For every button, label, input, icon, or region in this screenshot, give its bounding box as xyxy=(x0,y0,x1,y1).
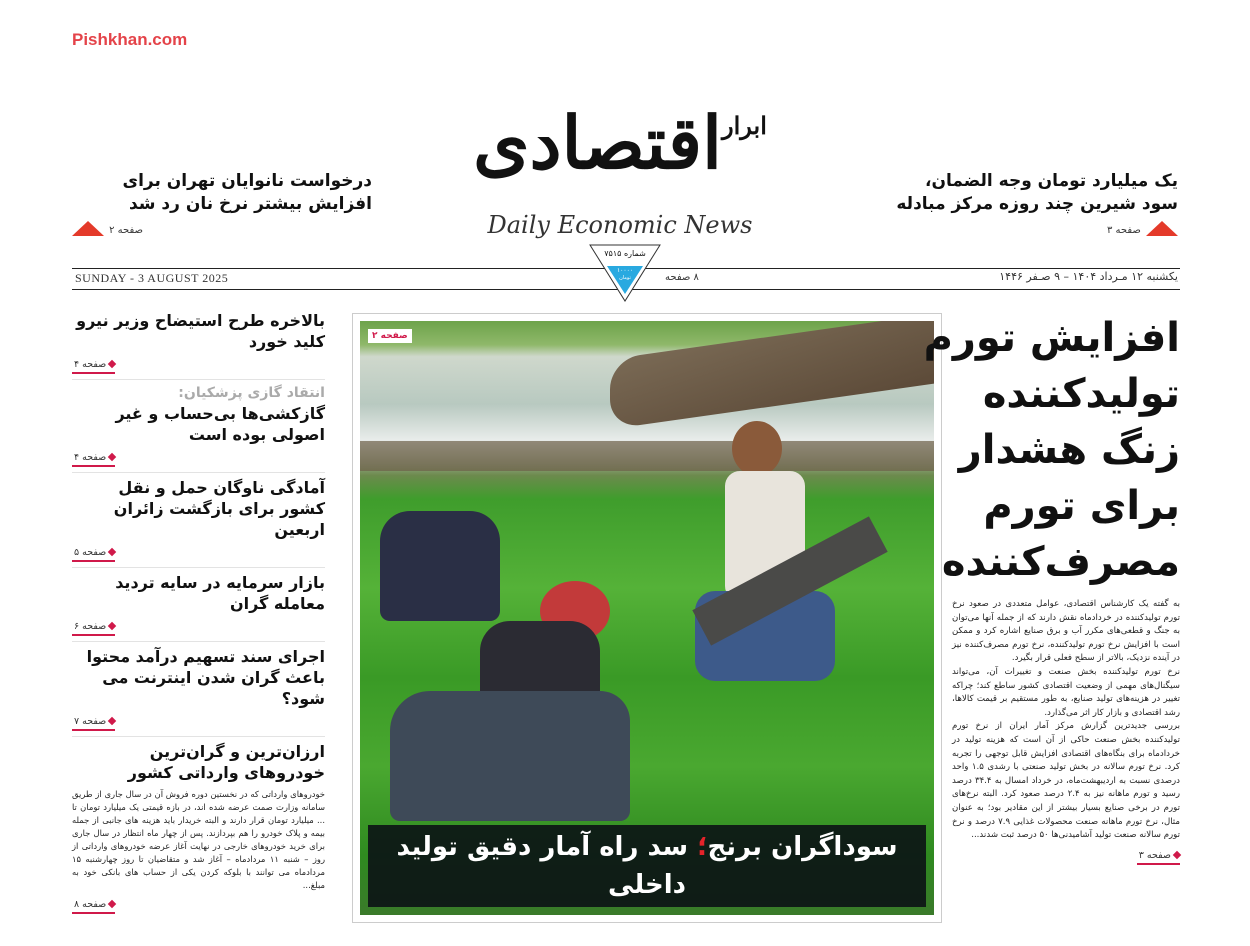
news-item[interactable] xyxy=(72,737,325,919)
teaser-line: افزایش بیشتر نرخ نان رد شد xyxy=(128,194,372,214)
masthead-logo-english: Daily Economic News xyxy=(487,211,753,239)
page-ref: صفحه ۲ xyxy=(372,331,408,341)
page-ref[interactable]: صفحه ۷ xyxy=(72,716,115,731)
news-item[interactable] xyxy=(72,473,325,568)
news-title: اجرای سند تسهیم درآمد محتوا باعث گران شدن اینترنت می شود؟ xyxy=(86,647,325,708)
logo-main-text: اقتصادی xyxy=(473,100,723,185)
page-ref[interactable]: صفحه ۶ xyxy=(72,621,115,636)
field-edge xyxy=(360,441,934,471)
main-headline[interactable] xyxy=(923,310,1180,590)
headline-line: زنگ هشدار xyxy=(958,427,1180,473)
person-crouching xyxy=(380,511,500,621)
riverbank-shape xyxy=(610,321,934,429)
triangle-icon xyxy=(1146,221,1178,236)
news-title: ارزان‌ترین و گران‌ترین خودروهای وارداتی کشور xyxy=(127,742,325,782)
page-ref[interactable]: صفحه ۳ xyxy=(1137,850,1180,865)
rice-field-image xyxy=(360,321,934,915)
date-english: SUNDAY - 3 AUGUST 2025 xyxy=(75,271,229,285)
page-ref[interactable]: صفحه ۸ xyxy=(72,899,115,914)
logo-small-text: ابرار xyxy=(722,111,767,140)
teaser-line: یک میلیارد تومان وجه الضمان، xyxy=(925,171,1178,191)
paragraph: به گفته یک کارشناس اقتصادی، عوامل متعددی در صعود نرخ تورم تولیدکننده در خردادماه نقش دارند که از جمله آنها می‌توان به جنگ و قطعی‌های مکرر آب و برق صنایع اشاره کرد و ممکن است با افزایش نرخ تورم تولیدکننده، نرخ تورم مصرف‌کننده نیز در آینده نزدیک، بالاتر از سطح فعلی قرار بگیرد. xyxy=(952,599,1180,664)
teaser-top-left[interactable] xyxy=(72,170,372,239)
page-ref[interactable]: صفحه ۴ xyxy=(72,359,115,374)
caption-part: سد راه آمار دقیق تولید داخلی xyxy=(396,832,698,900)
page-ref[interactable]: صفحه ۴ xyxy=(72,452,115,467)
page-ref: صفحه ۳ xyxy=(1106,225,1141,236)
caption-mark: ؛ xyxy=(697,832,708,862)
news-item[interactable] xyxy=(72,380,325,473)
news-item[interactable] xyxy=(72,306,325,380)
teaser-line: سود شیرین چند روزه مرکز مبادله xyxy=(896,194,1178,214)
news-body: خودروهای وارداتی که در نخستین دوره فروش آن در سال جاری از طریق سامانه وزارت صمت عرضه شده اند، در بازه قیمتی یک میلیارد تومان تا ... میلیارد تومان قرار دارند و البته خریدار باید هزینه های جانبی از جمله بیمه و پلاک خودرو را هم بپردازند. پس از چهار ماه انتظار در سال جاری برای خرید خودروهای خارجی در نهایت آغاز عرضه خودروهای وارداتی از روز – شنبه ۱۱ مردادماه – آغاز شد و متقاضیان تا روز چهارشنبه ۱۵ مردادماه می توانند با بلوکه کردن یکی از حساب های بانکی خود به مبلغ... xyxy=(72,789,325,890)
main-story xyxy=(923,310,1181,865)
issue-number: شماره ۷۵۱۵ xyxy=(604,249,646,258)
page-ref: صفحه ۲ xyxy=(109,225,144,236)
headline-line: برای تورم xyxy=(983,483,1180,529)
headline-line: تولیدکننده xyxy=(982,371,1180,417)
triangle-icon xyxy=(72,221,104,236)
watermark: Pishkhan.com xyxy=(72,30,188,49)
price-unit: تومان xyxy=(619,275,631,281)
caption-part: سوداگران برنج xyxy=(707,832,898,862)
issue-price-badge xyxy=(589,244,661,302)
headline-line: افزایش تورم xyxy=(923,315,1180,361)
left-column xyxy=(72,306,325,919)
paragraph: نرخ تورم تولیدکننده بخش صنعت و تغییرات آن، می‌تواند سیگنال‌های مهمی از وضعیت اقتصادی کشور ساطع کند؛ چراکه تغییر در هزینه‌های تولید صنایع، به طور مستقیم بر قیمت کالاها، رشد اقتصادی و بازار کار اثر می‌گذارد. xyxy=(952,666,1180,718)
photo-caption xyxy=(368,825,926,907)
person-head xyxy=(732,421,782,476)
news-item[interactable] xyxy=(72,642,325,737)
headline-line: مصرف‌کننده xyxy=(941,539,1180,585)
news-item[interactable] xyxy=(72,568,325,642)
main-story-body xyxy=(952,598,1180,865)
news-title: گازکشی‌ها بی‌حساب و غیر اصولی بوده است xyxy=(115,404,325,444)
person-front xyxy=(390,691,630,821)
page-ref[interactable]: صفحه ۵ xyxy=(72,547,115,562)
news-title: بالاخره طرح استیضاح وزیر نیرو کلید خورد xyxy=(76,311,325,351)
page-count: ۸ صفحه xyxy=(665,272,699,283)
paragraph: بررسی جدیدترین گزارش مرکز آمار ایران از نرخ تورم تولیدکننده بخش صنعت حاکی از آن است که هزینه تولید در خردادماه برای بنگاه‌های اقتصادی افزایش قابل توجهی را تجربه کرد. نرخ تورم سالانه در بخش تولید صنعتی با رشدی ۱.۵ واحد درصدی نسبت به اردیبهشت‌ماه، در خرداد امسال به ۳۴.۴ درصد رسید و تورم ماهانه نیز به ۲.۴ درصد صعود کرد. البته نرخ‌های تورم در برخی صنایع بسیار بیشتر از این مقادیر بود؛ به عنوان مثال، نرخ تورم ماهانه صنعت محصولات غذایی ۷.۹ درصد و نرخ تورم سالانه صنعت تولید آشامیدنی‌ها ۵۰ درصد ثبت شدند... xyxy=(952,721,1181,841)
news-title: بازار سرمایه در سایه تردید معامله گران xyxy=(115,573,325,613)
news-title: آمادگی ناوگان حمل و نقل کشور برای بازگشت زائران اربعین xyxy=(113,478,325,539)
price: ۱۰۰۰۰ xyxy=(616,267,634,274)
main-photo[interactable] xyxy=(352,313,942,923)
teaser-line: درخواست نانوایان تهران برای xyxy=(122,171,372,191)
news-kicker: انتقاد گازی پزشکیان: xyxy=(178,385,325,401)
date-persian: یکشنبه ۱۲ مـرداد ۱۴۰۴ – ۹ صـفر ۱۴۴۶ xyxy=(999,270,1178,283)
teaser-top-right[interactable] xyxy=(858,170,1178,239)
photo-page-ref[interactable] xyxy=(368,329,412,343)
masthead-logo[interactable] xyxy=(440,88,800,198)
